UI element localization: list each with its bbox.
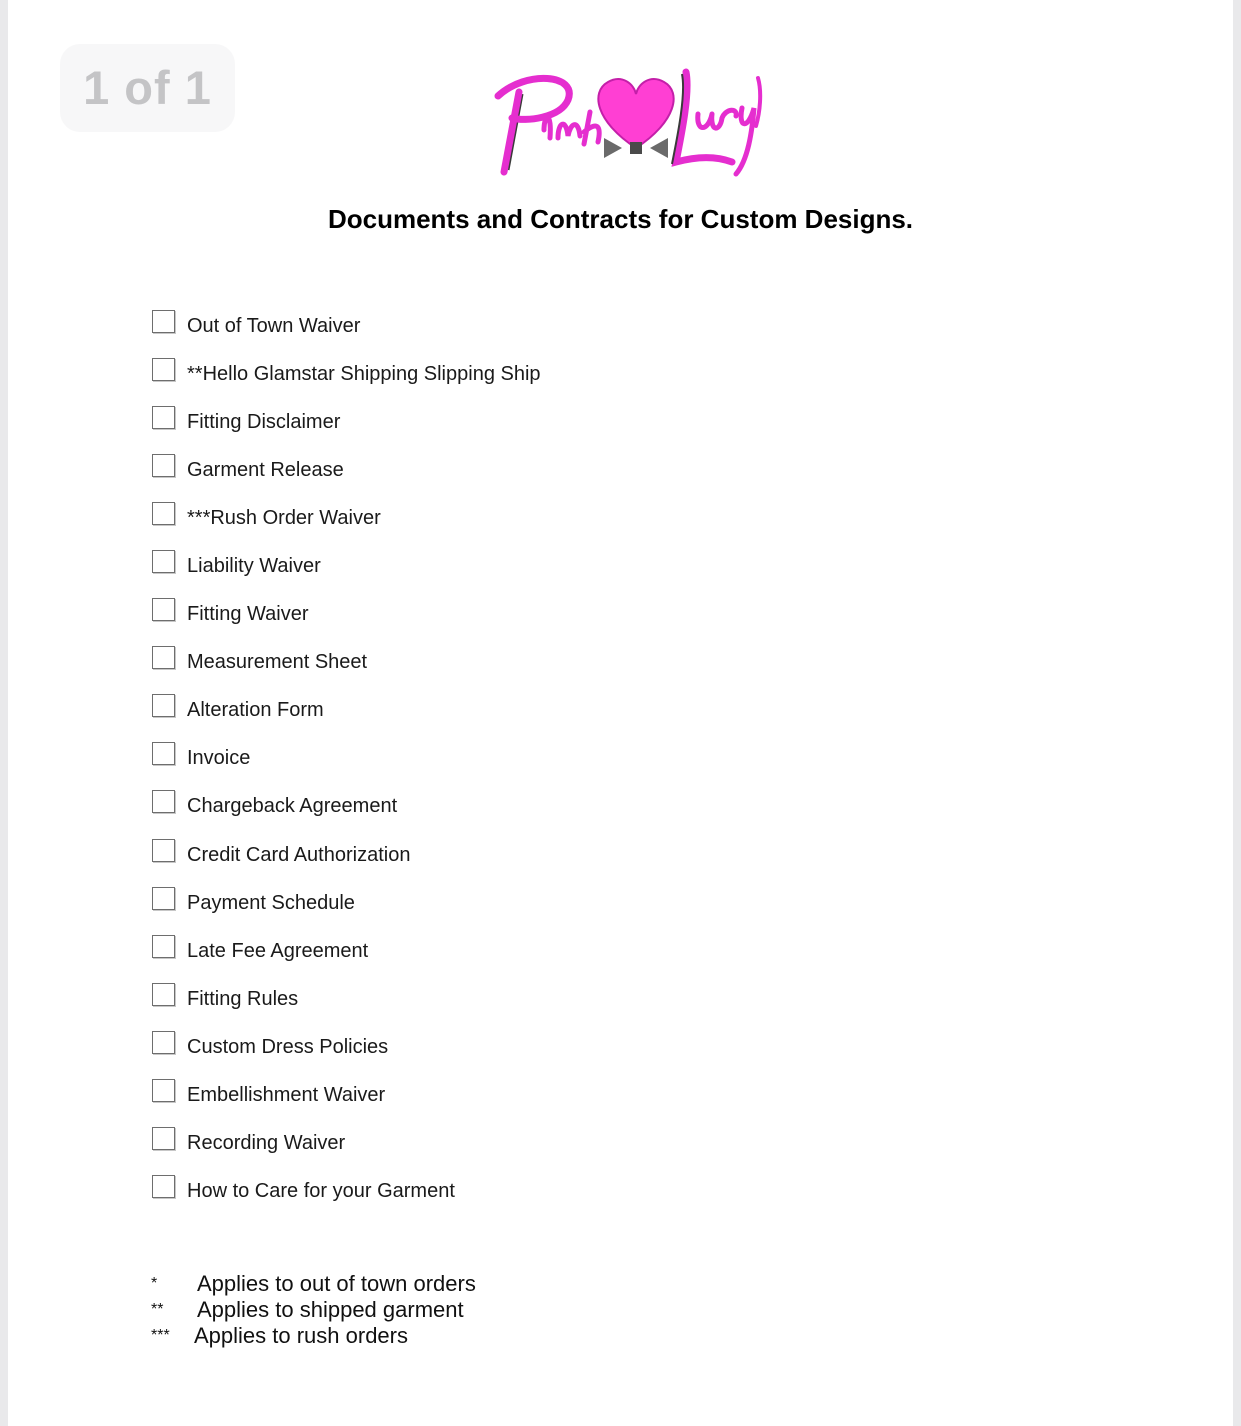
checklist-item-label: Fitting Rules xyxy=(187,987,299,1010)
checkbox[interactable] xyxy=(152,310,175,333)
checklist-item xyxy=(152,781,541,829)
checklist-item-label: Liability Waiver xyxy=(187,555,321,578)
checkbox[interactable] xyxy=(152,1031,175,1054)
checklist-item xyxy=(152,1166,541,1214)
checkbox[interactable] xyxy=(152,598,175,621)
document-checklist xyxy=(152,300,541,1214)
checklist-item xyxy=(152,589,541,637)
footnote-text: Applies to shipped garment xyxy=(197,1297,464,1322)
checklist-item xyxy=(152,733,541,781)
checkbox[interactable] xyxy=(152,790,175,813)
checkbox[interactable] xyxy=(152,935,175,958)
checklist-item-label: Measurement Sheet xyxy=(187,651,368,674)
checklist-item xyxy=(152,877,541,925)
checklist-item-label: ***Rush Order Waiver xyxy=(187,506,381,529)
footnote-mark: ** xyxy=(151,1301,164,1318)
footnote-mark: * xyxy=(151,1275,158,1292)
page-indicator: 1 of 1 xyxy=(60,44,235,132)
checklist-item xyxy=(152,1070,541,1118)
checklist-item xyxy=(152,1118,541,1166)
footnote xyxy=(151,1297,476,1323)
footnote-text: Applies to out of town orders xyxy=(197,1271,476,1296)
checklist-item-label: Credit Card Authorization xyxy=(187,843,411,866)
checklist-item xyxy=(152,973,541,1021)
checklist-item xyxy=(152,348,541,396)
checklist-item-label: Invoice xyxy=(187,747,251,770)
checklist-item xyxy=(152,1021,541,1069)
checkbox[interactable] xyxy=(152,406,175,429)
checkbox[interactable] xyxy=(152,694,175,717)
checklist-item xyxy=(152,396,541,444)
checklist-item-label: **Hello Glamstar Shipping Slipping Ship xyxy=(187,362,541,385)
footnote-mark: *** xyxy=(151,1327,170,1344)
checklist-item-label: Alteration Form xyxy=(187,699,324,722)
checklist-item xyxy=(152,829,541,877)
checklist-item xyxy=(152,637,541,685)
checkbox[interactable] xyxy=(152,550,175,573)
checklist-item-label: Recording Waiver xyxy=(187,1132,346,1155)
checklist-item xyxy=(152,492,541,540)
checklist-item-label: Chargeback Agreement xyxy=(187,795,398,818)
checklist-item-label: Embellishment Waiver xyxy=(187,1084,386,1107)
checklist-item xyxy=(152,300,541,348)
footnote xyxy=(151,1271,476,1297)
checklist-item-label: Out of Town Waiver xyxy=(187,314,361,337)
checkbox[interactable] xyxy=(152,839,175,862)
document-page xyxy=(8,0,1233,1426)
checkbox[interactable] xyxy=(152,646,175,669)
checklist-item-label: Garment Release xyxy=(187,458,344,481)
footnote xyxy=(151,1323,476,1349)
document-title: Documents and Contracts for Custom Designs. xyxy=(327,204,914,234)
checkbox[interactable] xyxy=(152,358,175,381)
checklist-item xyxy=(152,685,541,733)
checklist-item-label: Fitting Waiver xyxy=(187,603,309,626)
checklist-item xyxy=(152,444,541,492)
footnote-text: Applies to rush orders xyxy=(194,1323,408,1348)
checkbox[interactable] xyxy=(152,887,175,910)
pink-lucy-logo xyxy=(486,52,786,182)
checklist-item xyxy=(152,540,541,588)
checkbox[interactable] xyxy=(152,1175,175,1198)
checklist-item-label: Custom Dress Policies xyxy=(187,1035,389,1058)
checklist-item-label: Late Fee Agreement xyxy=(187,939,369,962)
checkbox[interactable] xyxy=(152,1127,175,1150)
checklist-item-label: Fitting Disclaimer xyxy=(187,410,341,433)
checkbox[interactable] xyxy=(152,1079,175,1102)
footnotes xyxy=(151,1271,476,1349)
checklist-item-label: How to Care for your Garment xyxy=(187,1180,455,1203)
checklist-item-label: Payment Schedule xyxy=(187,891,355,914)
checkbox[interactable] xyxy=(152,983,175,1006)
checklist-item xyxy=(152,925,541,973)
checkbox[interactable] xyxy=(152,454,175,477)
checkbox[interactable] xyxy=(152,502,175,525)
checkbox[interactable] xyxy=(152,742,175,765)
